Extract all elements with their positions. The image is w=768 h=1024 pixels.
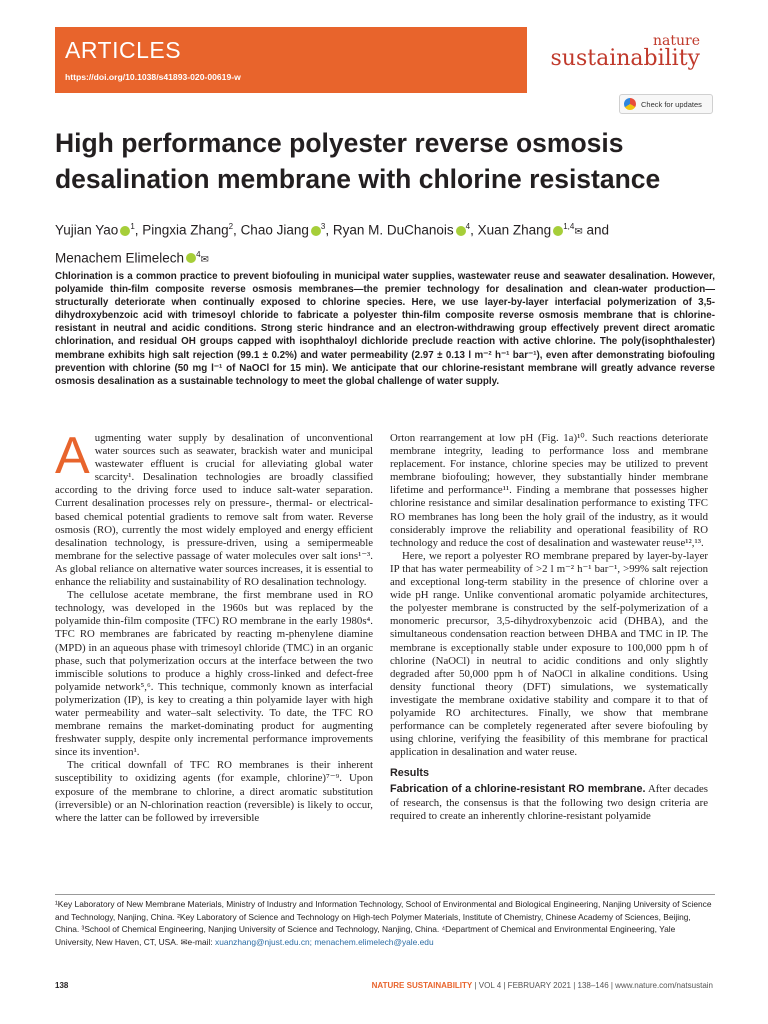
footer-journal-name: NATURE SUSTAINABILITY <box>371 981 473 990</box>
body-paragraph: Orton rearrangement at low pH (Fig. 1a)¹⁰. Such reactions deteriorate membrane integrity, leading to performance loss and membrane replacement. For instance, chlorine species may be utilized to prevent membrane biofouling; however, they substantially hinder membrane lifetime and performance¹¹. Finding a membrane that possesses higher chlorine resistance and similar desalination performance to existing TFC RO membranes has long been the holy grail of the industry, as it would considerably improve the reliability and operational feasibility of RO technology and reduce the cost of desalination and wastewater reuse¹²,¹³. <box>390 432 708 549</box>
check-for-updates-label: Check for updates <box>641 99 702 109</box>
body-paragraph: The critical downfall of TFC RO membranes is their inherent susceptibility to oxidizing agents (for example, chlorine)⁷⁻⁹. Upon exposure of the membrane to chlorine, a direct aromatic substitution (irreversible) or an N-chlorination reaction (reversible) is likely to occur, where the latter can be followed by irreversible <box>55 759 373 824</box>
body-paragraph <box>390 783 708 822</box>
email-links[interactable]: xuanzhang@njust.edu.cn; menachem.elimelech@yale.edu <box>215 936 434 947</box>
author-name[interactable]: Chao Jiang <box>240 222 309 238</box>
author-affiliation: 4 <box>465 222 471 231</box>
author-affiliation: 1 <box>130 222 135 231</box>
author-conjunction: and <box>586 222 609 238</box>
body-column-right <box>390 432 708 823</box>
orcid-icon[interactable] <box>553 226 563 236</box>
drop-cap: A <box>55 427 90 485</box>
doi-link[interactable]: https://doi.org/10.1038/s41893-020-00619-w <box>65 72 241 82</box>
orcid-icon[interactable] <box>456 226 466 236</box>
section-heading-results: Results <box>390 767 430 780</box>
crossmark-icon <box>624 98 636 110</box>
orcid-icon[interactable] <box>120 226 130 236</box>
author-affiliation: 1,4 <box>563 222 575 231</box>
section-label: ARTICLES <box>65 37 182 63</box>
footer-citation <box>372 981 713 990</box>
journal-logo-top: nature <box>653 33 700 49</box>
body-paragraph: The cellulose acetate membrane, the first membrane used in RO technology, was developed in the 1960s but was replaced by the polyamide thin-film composite (TFC) RO membrane in the early 1980s⁴. TFC RO membranes are fabricated by reacting m-phenylene diamine (MPD) in an aqueous phase with trimesoyl chloride (TMC) in an organic phase, such that polymerization occurs at the interface between the two immiscible solutions to produce a highly cross-linked and defect-free polyamide network⁵,⁶. This technique, commonly known as interfacial polymerization (IP), is key to creating a thin polyamide layer with high water permeability and water–salt selectivity. To date, the TFC RO membrane remains the market-dominating product for augmenting freshwater supply, despite only incremental performance improvements since its invention¹. <box>55 589 373 759</box>
affiliations-footnote <box>55 898 715 948</box>
author-name[interactable]: Yujian Yao <box>55 222 119 238</box>
abstract: Chlorination is a common practice to prevent biofouling in municipal water supplies, wastewater reuse and seawater desalination. However, polyamide thin-film composite reverse osmosis membranes—the premier technology for desalination and clean-water production—structurally deteriorate when continually exposed to chlorine species. Here, we use layer-by-layer interfacial polymerization of 3,5-dihydroxybenzoic acid with trimesoyl chloride to fabricate a polyester thin-film composite reverse osmosis membrane that is chlorine-resistant in neutral and acidic conditions. Strong steric hindrance and an electron-withdrawing group effectively prevent direct aromatic chlorination, and residual OH groups capped with isophthaloyl dichloride preclude reaction with active chlorine. The poly(isophthalester) membrane exhibits high salt rejection (99.1 ± 0.2%) and water permeability (2.97 ± 0.13 l m⁻² h⁻¹ bar⁻¹), even after demonstrating biofouling prevention with chlorine (50 mg l⁻¹ of NaOCl for 15 min). We anticipate that our chlorine-resistant membrane will greatly advance reverse osmosis desalination as a sustainable technology to meet the global challenge of water supply. <box>55 271 715 387</box>
author-list: Yujian Yao $^1$, Pingxia Zhang$^2$, Chao Jiang $^3$, Ryan M. DuChanois $^4$, Xuan Zhang $^{1,4}$✉ and Menachem Elimelech $^4$✉ <box>55 222 609 265</box>
orcid-icon[interactable] <box>186 253 196 263</box>
author-affiliation: 2 <box>228 222 234 231</box>
affiliations-text: ¹Key Laboratory of New Membrane Materials, Ministry of Industry and Information Technology, School of Environmental and Biological Engineering, Nanjing University of Science and Technology, Nanjing, China. ²Key Laboratory of Science and Technology on High-tech Polymer Materials, Institute of Chemistry, Chinese Academy of Sciences, Beijing, China. ³School of Chemical Engineering, Nanjing University of Science and Technology, Nanjing, China. ⁴Department of Chemical and Environmental Engineering, Yale University, New Haven, CT, USA. <box>55 899 712 947</box>
article-title: High performance polyester reverse osmosis desalination membrane with chlorine resistance <box>55 128 661 194</box>
check-for-updates-button[interactable] <box>619 94 713 114</box>
author-name[interactable]: Xuan Zhang <box>477 222 552 238</box>
author-name[interactable]: Pingxia Zhang <box>142 222 229 238</box>
journal-logo-bottom: sustainability <box>550 46 700 71</box>
author-name[interactable]: Ryan M. DuChanois <box>332 222 454 238</box>
author-affiliation: 3 <box>320 222 326 231</box>
mail-icon[interactable]: ✉ <box>574 226 583 238</box>
author-affiliation: 4 <box>196 249 201 259</box>
body-text: ugmenting water supply by desalination of unconventional water sources such as seawater, brackish water and municipal wastewater effluent is crucial for alleviating global water scarcity¹. Desalination technologies are broadly classified according to the driving force used to induce salt-water separation. Current desalination processes rely on pressure-, thermal- or electrical-based chemical potential gradients to remove salt from water. Reverse osmosis (RO), currently the most widely employed and energy efficient desalination technology, is pressure-driven, using a semipermeable membrane for the selective passage of water molecules over salt ions¹⁻³. As global reliance on alternative water sources increases, it is essential to enhance the reliability and sustainability of RO desalination technology. <box>55 432 373 589</box>
body-paragraph <box>55 427 373 589</box>
article-type-banner <box>55 27 527 93</box>
body-column-left <box>55 427 373 825</box>
subsection-heading: Fabrication of a chlorine-resistant RO membrane. <box>390 783 646 796</box>
journal-logo[interactable] <box>540 34 700 70</box>
email-label: e-mail: <box>187 936 213 947</box>
footer-citation-text: | VOL 4 | FEBRUARY 2021 | 138–146 | www.nature.com/natsustain <box>472 981 713 990</box>
page-number: 138 <box>55 981 69 990</box>
mail-icon[interactable]: ✉ <box>200 254 209 265</box>
body-text: After decades of research, the consensus is that the following two design criteria are required to create an inherently chlorine-resistant polyamide <box>390 783 708 822</box>
footnote-divider <box>55 894 715 895</box>
mail-icon: ✉ <box>180 936 188 947</box>
author-name[interactable]: Menachem Elimelech <box>55 250 185 265</box>
orcid-icon[interactable] <box>311 226 321 236</box>
body-paragraph: Here, we report a polyester RO membrane prepared by layer-by-layer IP that has water permeability of >2 l m⁻² h⁻¹ bar⁻¹, >99% salt rejection and exceptional long-term stability in the presence of chlorine over a wide pH range. Unlike conventional aromatic polyamide architectures, the polyester membrane is constructed by the self-polymerization of a monomeric precursor, 3,5-dihydroxybenzoic acid (DHBA), and the simultaneous condensation reaction between DHBA and TMC in IP. The membrane is exceptionally stable under exposure to 100,000 ppm h of chlorine (NaOCl) in neutral to acidic conditions and only slightly degraded after 50,000 ppm h of NaOCl in alkaline conditions. Using density functional theory (DFT) simulations, we systematically investigate the membrane oxidative stability and compare it to that of polyamide RO architectures. Finally, we show that membrane performance can be completely regenerated after severe biofouling by using chlorine, verifying the feasibility of this membrane for practical application in desalination and water reuse. <box>390 549 708 759</box>
